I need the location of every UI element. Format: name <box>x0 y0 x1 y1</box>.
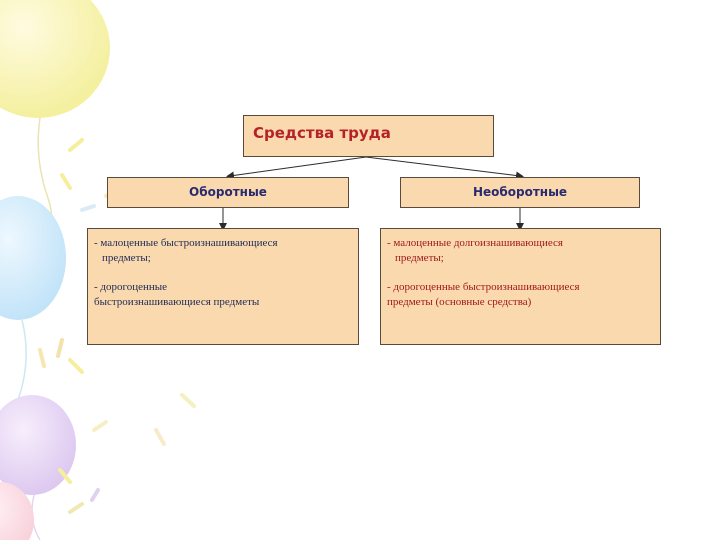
branch-node-neoborotnye <box>400 177 640 208</box>
detail-item <box>94 236 352 266</box>
detail-item-line: - дорогоценные быстроизнашивающиеся <box>387 281 580 293</box>
detail-item-line: - малоценные быстроизнашивающиеся <box>94 237 278 249</box>
detail-box-neoborotnye <box>380 228 661 345</box>
detail-box-oborotnye <box>87 228 359 345</box>
root-node-label: Средства труда <box>253 124 391 142</box>
detail-item-line: быстроизнашивающиеся предметы <box>94 296 260 308</box>
detail-item-line: предметы (основные средства) <box>387 296 532 308</box>
detail-item-line: предметы; <box>102 252 151 264</box>
branch-label-oborotnye: Оборотные <box>189 185 267 199</box>
detail-item-line: - малоценные долгоизнашивающиеся <box>387 237 563 249</box>
detail-item <box>94 280 352 310</box>
detail-item <box>387 236 654 266</box>
branch-node-oborotnye <box>107 177 349 208</box>
detail-item <box>387 280 654 310</box>
root-node <box>243 115 494 157</box>
branch-label-neoborotnye: Необоротные <box>472 185 568 199</box>
detail-item-line: - дорогоценные <box>94 281 168 293</box>
blue-balloon <box>0 196 66 400</box>
detail-item-line: предметы; <box>395 252 444 264</box>
